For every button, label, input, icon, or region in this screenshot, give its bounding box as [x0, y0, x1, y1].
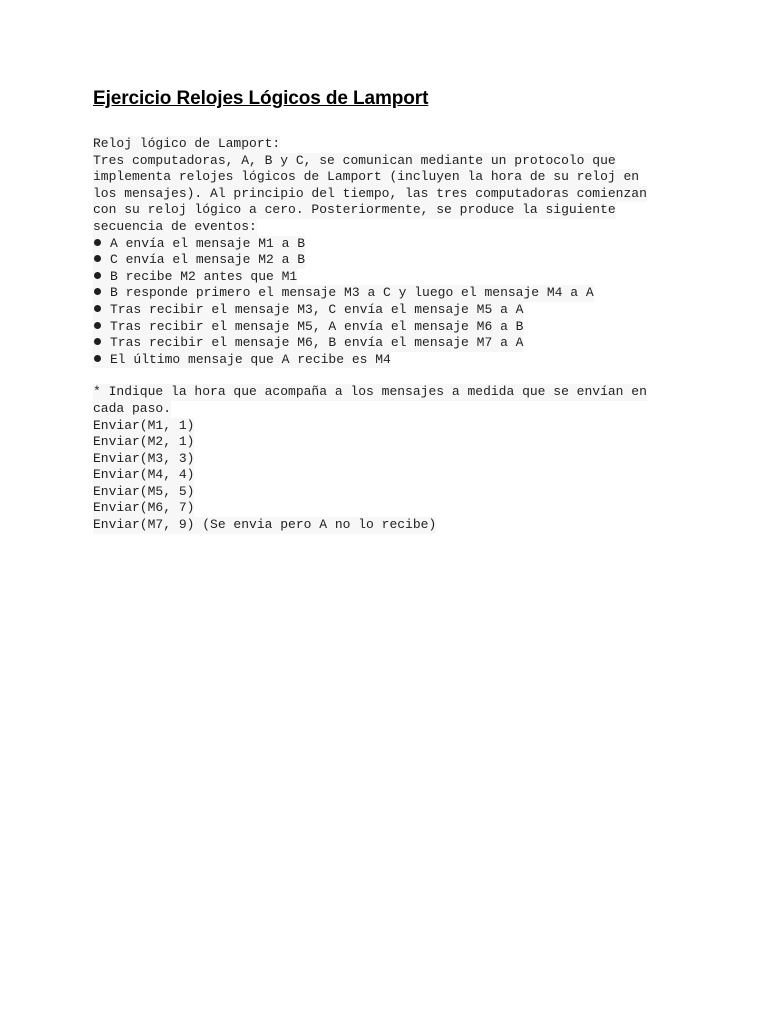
bullet-icon: [94, 272, 101, 279]
question-line: * Indique la hora que acompaña a los mensajes a medida que se envían en: [93, 384, 647, 400]
bullet-icon: [94, 355, 101, 362]
bullet-icon: [94, 338, 101, 345]
bullet-icon: [94, 305, 101, 312]
bullet-icon: [94, 255, 101, 262]
document-page: [93, 86, 713, 534]
answer-line: Enviar(M3, 3): [93, 450, 195, 466]
event-text: El último mensaje que A recibe es M4: [110, 351, 391, 367]
answer-line: Enviar(M5, 5): [93, 483, 195, 499]
bullet-icon: [94, 239, 101, 246]
event-item: [93, 236, 305, 253]
answer-line: Enviar(M2, 1): [93, 434, 195, 450]
document-body: [93, 136, 713, 534]
event-item: [93, 252, 305, 269]
intro-paragraph: [93, 136, 713, 236]
question-line: cada paso.: [93, 400, 172, 416]
answer-line: Enviar(M7, 9) (Se envia pero A no lo recibe): [93, 517, 437, 533]
answer-line: Enviar(M4, 4): [93, 467, 195, 483]
answers-list: [93, 418, 713, 534]
question-paragraph: [93, 384, 713, 417]
event-text: Tras recibir el mensaje M6, B envía el mensaje M7 a A: [110, 335, 524, 351]
event-text: B recibe M2 antes que M1: [110, 268, 298, 284]
event-item: [93, 335, 523, 352]
events-list: [93, 236, 713, 369]
event-text: B responde primero el mensaje M3 a C y luego el mensaje M4 a A: [110, 285, 594, 301]
bullet-icon: [94, 322, 101, 329]
spacer: [93, 368, 713, 384]
event-item: [93, 352, 391, 369]
event-item: [93, 285, 594, 302]
event-text: Tras recibir el mensaje M5, A envía el mensaje M6 a B: [110, 318, 524, 334]
intro-line: los mensajes). Al principio del tiempo, las tres computadoras comienzan: [93, 185, 647, 201]
intro-line: secuencia de eventos:: [93, 218, 257, 234]
event-text: A envía el mensaje M1 a B: [110, 235, 306, 251]
event-item: [93, 302, 523, 319]
document-title: Ejercicio Relojes Lógicos de Lamport: [93, 88, 429, 109]
intro-line: implementa relojes lógicos de Lamport (incluyen la hora de su reloj en: [93, 169, 640, 185]
bullet-icon: [94, 288, 101, 295]
intro-line: con su reloj lógico a cero. Posteriormente, se produce la siguiente: [93, 202, 616, 218]
event-item: [93, 319, 523, 336]
intro-line: Tres computadoras, A, B y C, se comunican mediante un protocolo que: [93, 152, 616, 168]
intro-heading: Reloj lógico de Lamport:: [93, 136, 281, 151]
event-item: [93, 269, 297, 286]
event-text: Tras recibir el mensaje M3, C envía el mensaje M5 a A: [110, 301, 524, 317]
event-text: C envía el mensaje M2 a B: [110, 252, 306, 268]
answer-line: Enviar(M1, 1): [93, 417, 195, 433]
answer-line: Enviar(M6, 7): [93, 500, 195, 516]
